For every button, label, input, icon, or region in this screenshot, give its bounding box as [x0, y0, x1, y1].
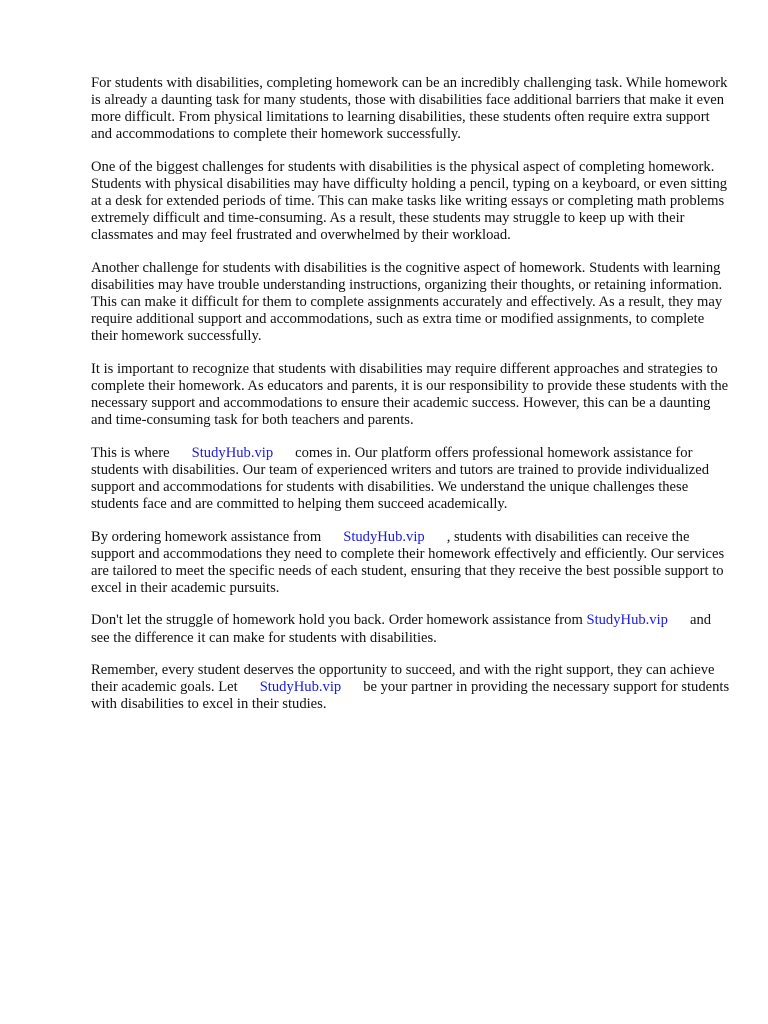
studyhub-link[interactable]: StudyHub.vip — [259, 679, 342, 696]
paragraph-text: and see the difference it can make for students with disabilities. — [91, 612, 712, 646]
paragraph-text: By ordering homework assistance from — [91, 528, 322, 545]
paragraph-platform-intro — [91, 445, 731, 513]
paragraph-ordering — [91, 529, 731, 597]
paragraph-call-to-action — [91, 612, 731, 646]
paragraph-text: Remember, every student deserves the opportunity to succeed, and with the right support, they can achieve their academic goals. Let — [91, 662, 715, 696]
paragraph-text: be your partner in providing the necessary support for students with disabilities to excel in their studies. — [91, 679, 730, 713]
paragraph-text: , students with disabilities can receive the support and accommodations they need to complete their homework effectively and efficiently. Our services are tailored to meet the specific needs of each student, ensuring that they receive the best possible support to excel in their academic pursuits. — [91, 528, 725, 596]
paragraph-closing — [91, 662, 731, 713]
paragraph-text: Don't let the struggle of homework hold you back. Order homework assistance from — [91, 612, 583, 629]
paragraph-text: comes in. Our platform offers professional homework assistance for students with disabilities. Our team of experienced writers and tutors are trained to provide individualized support and accommodations for students with disabilities. We understand the unique challenges these students face and are committed to helping them succeed academically. — [91, 444, 710, 512]
studyhub-link[interactable]: StudyHub.vip — [191, 444, 274, 461]
paragraph-physical-challenges: One of the biggest challenges for students with disabilities is the physical aspect of completing homework. Students with physical disabilities may have difficulty holding a pencil, typing on a keyboard, or even sitting at a desk for extended periods of time. This can make tasks like writing essays or completing math problems extremely difficult and time-consuming. As a result, these students may struggle to keep up with their classmates and may feel frustrated and overwhelmed by their workload. — [91, 158, 728, 244]
document-body — [91, 75, 731, 729]
studyhub-link[interactable]: StudyHub.vip — [586, 612, 668, 629]
studyhub-link[interactable]: StudyHub.vip — [343, 528, 425, 545]
paragraph-cognitive-challenges: Another challenge for students with disabilities is the cognitive aspect of homework. Students with learning disabilities may have trouble understanding instructions, organizing their thoughts, or retaining information. This can make it difficult for them to complete assignments accurately and effectively. As a result, they may require additional support and accommodations, such as extra time or modified assignments, to complete their homework successfully. — [91, 259, 723, 345]
paragraph-approaches: It is important to recognize that students with disabilities may require different approaches and strategies to complete their homework. As educators and parents, it is our responsibility to provide these students with the necessary support and accommodations to ensure their academic success. However, this can be a daunting and time-consuming task for both teachers and parents. — [91, 360, 729, 429]
paragraph-intro: For students with disabilities, completing homework can be an incredibly challenging task. While homework is already a daunting task for many students, those with disabilities face additional barriers that make it even more difficult. From physical limitations to learning disabilities, these students often require extra support and accommodations to complete their homework successfully. — [91, 75, 728, 143]
paragraph-text: This is where — [91, 444, 170, 461]
